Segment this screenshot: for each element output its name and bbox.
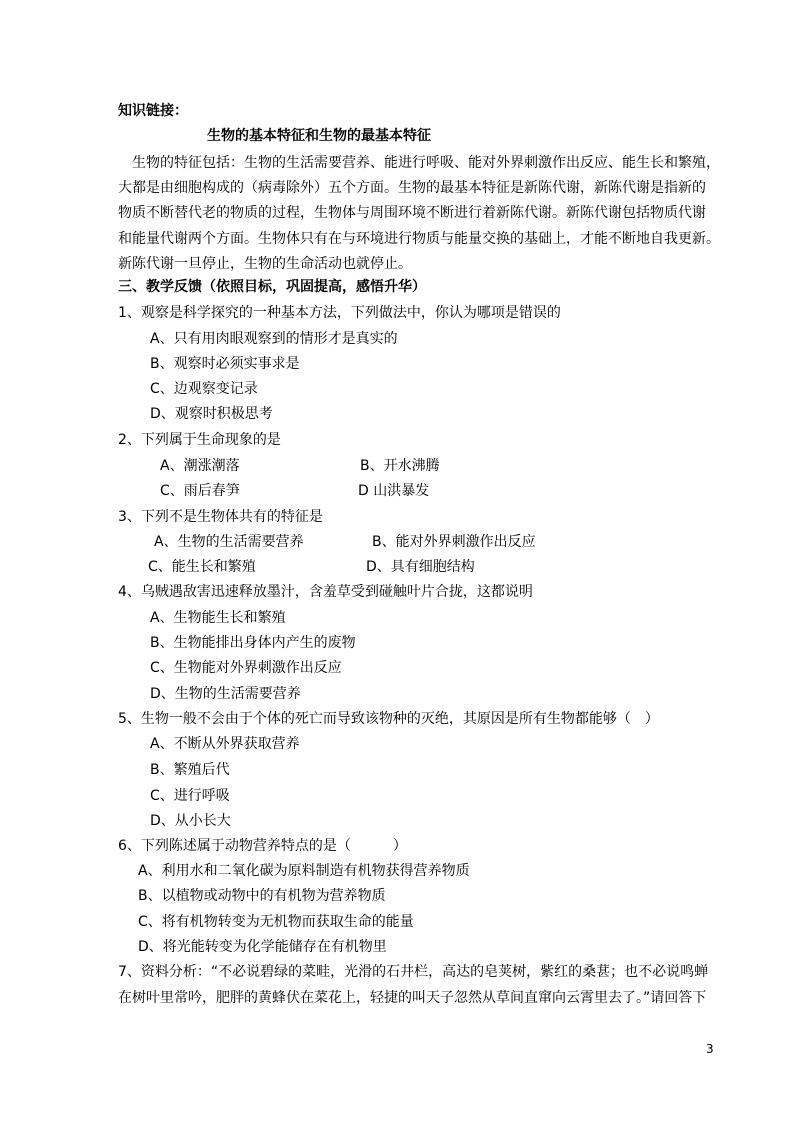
question-2-option-d: D 山洪暴发 (358, 483, 430, 499)
question-1-option-b: B、观察时必须实事求是 (150, 356, 300, 372)
question-2-option-c: C、雨后春笋 (160, 483, 240, 499)
article-line: 大都是由细胞构成的（病毒除外）五个方面。生物的最基本特征是新陈代谢，新陈代谢是指新的 (118, 180, 706, 197)
question-5-option-c: C、进行呼吸 (150, 788, 230, 804)
article-title: 生物的基本特征和生物的最基本特征 (207, 128, 431, 144)
question-6-option-b: B、以植物或动物中的有机物为营养物质 (138, 888, 386, 904)
question-1-stem: 1、观察是科学探究的一种基本方法，下列做法中，你认为哪项是错误的 (118, 305, 561, 321)
question-3-option-c: C、能生长和繁殖 (148, 559, 256, 575)
feedback-heading: 三、教学反馈（依照目标，巩固提高，感悟升华） (118, 279, 426, 295)
question-1-option-a: A、只有用肉眼观察到的情形才是真实的 (150, 331, 398, 347)
question-2-stem: 2、下列属于生命现象的是 (118, 432, 281, 448)
question-3-option-d: D、具有细胞结构 (366, 559, 475, 575)
article-line: 新陈代谢一旦停止，生物的生命活动也就停止。 (118, 255, 412, 272)
article-line: 和能量代谢两个方面。生物体只有在与环境进行物质与能量交换的基础上，才能不断地自我更新。 (118, 230, 720, 247)
question-3-stem: 3、下列不是生物体共有的特征是 (118, 509, 323, 525)
question-4-option-c: C、生物能对外界刺激作出反应 (150, 660, 342, 676)
section-label: 知识链接： (118, 103, 188, 119)
question-6-option-c: C、将有机物转变为无机物而获取生命的能量 (138, 914, 414, 930)
article-line: 生物的特征包括：生物的生活需要营养、能进行呼吸、能对外界刺激作出反应、能生长和繁殖， (132, 155, 720, 171)
question-4-option-b: B、生物能排出身体内产生的废物 (150, 635, 356, 651)
question-6-stem: 6、下列陈述属于动物营养特点的是（ ） (118, 838, 407, 854)
question-3-option-b: B、能对外界刺激作出反应 (372, 534, 536, 550)
question-2-option-a: A、潮涨潮落 (160, 458, 240, 474)
question-6-option-d: D、将光能转变为化学能储存在有机物里 (138, 939, 387, 955)
question-5-stem: 5、生物一般不会由于个体的死亡而导致该物种的灭绝，其原因是所有生物都能够（ ） (118, 711, 659, 727)
question-4-option-a: A、生物能生长和繁殖 (150, 610, 286, 626)
question-5-option-a: A、不断从外界获取营养 (150, 736, 300, 752)
question-1-option-c: C、边观察变记录 (150, 381, 258, 397)
question-6-option-a: A、利用水和二氧化碳为原料制造有机物获得营养物质 (138, 863, 470, 879)
question-7-line: 在树叶里常吟，肥胖的黄蜂伏在菜花上，轻捷的叫天子忽然从草间直窜向云霄里去了。”请回答下 (118, 990, 707, 1006)
question-4-stem: 4、乌贼遇敌害迅速释放墨汁，含羞草受到碰触叶片合拢，这都说明 (118, 584, 533, 600)
question-2-option-b: B、开水沸腾 (360, 458, 440, 474)
question-4-option-d: D、生物的生活需要营养 (150, 686, 301, 702)
question-5-option-b: B、繁殖后代 (150, 762, 230, 778)
question-3-option-a: A、生物的生活需要营养 (154, 534, 304, 550)
article-line: 物质不断替代老的物质的过程，生物体与周围环境不断进行着新陈代谢。新陈代谢包括物质代谢 (118, 205, 706, 222)
question-7-line: 7、资料分析：“不必说碧绿的菜畦，光滑的石井栏，高达的皂荚树，紫红的桑葚；也不必说鸣蝉 (118, 964, 709, 980)
question-5-option-d: D、从小长大 (150, 813, 231, 829)
page-number: 3 (706, 1042, 714, 1056)
question-1-option-d: D、观察时积极思考 (150, 406, 273, 422)
article-paragraph (118, 151, 720, 277)
